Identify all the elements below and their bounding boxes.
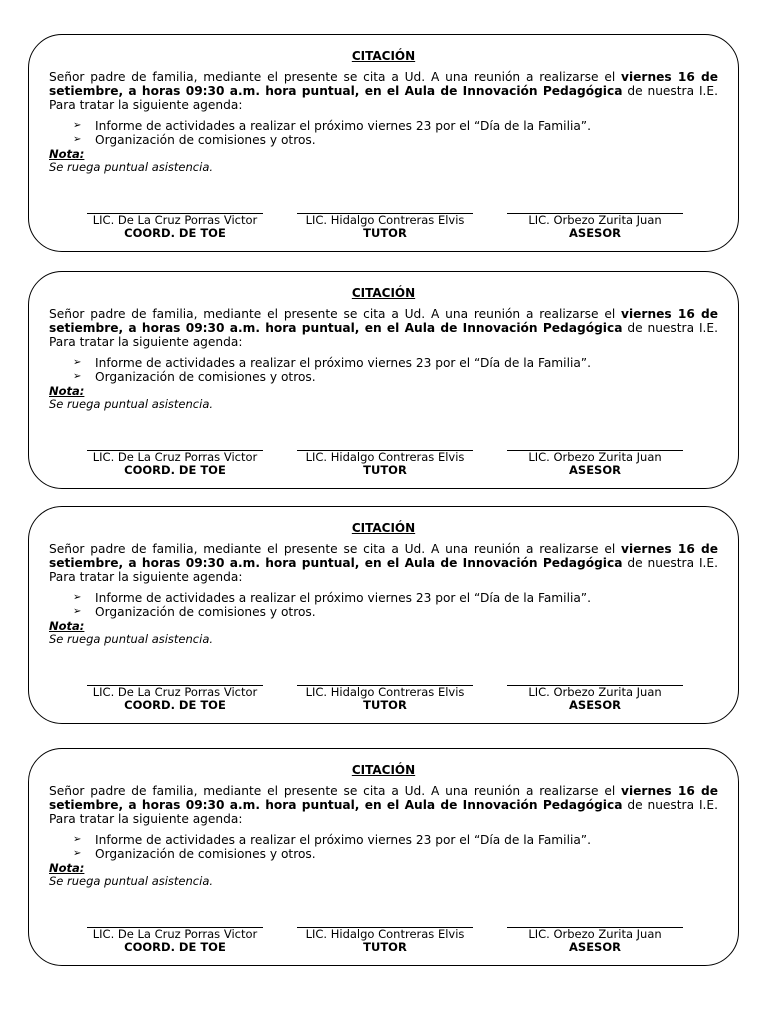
signature-name: LIC. Hidalgo Contreras Elvis — [305, 213, 465, 227]
agenda-item — [73, 605, 591, 619]
note-label: Nota: — [49, 619, 85, 633]
citation-card-2 — [28, 271, 739, 489]
signature-block — [507, 685, 683, 712]
agenda-item-text: Organización de comisiones y otros. — [95, 605, 316, 620]
citation-intro-end: de nuestra I.E. Para tratar la siguiente agenda: — [49, 556, 718, 585]
agenda-item-text: Informe de actividades a realizar el próximo viernes 23 por el “Día de la Familia”. — [95, 591, 591, 605]
signature-role: ASESOR — [569, 226, 621, 240]
note-text: Se ruega puntual asistencia. — [49, 397, 214, 411]
signature-block — [507, 450, 683, 477]
citation-body — [49, 542, 718, 585]
agenda-item-text: Organización de comisiones y otros. — [95, 370, 316, 385]
note-text: Se ruega puntual asistencia. — [49, 160, 214, 174]
arrow-bullet-icon: ➢ — [73, 357, 82, 368]
agenda-item-text: Informe de actividades a realizar el próximo viernes 23 por el “Día de la Familia”. — [95, 356, 591, 370]
signature-name: LIC. Hidalgo Contreras Elvis — [305, 927, 465, 941]
agenda-item — [73, 119, 591, 133]
signature-name: LIC. De La Cruz Porras Victor — [92, 450, 258, 464]
agenda-item — [73, 133, 591, 147]
signature-block — [87, 450, 263, 477]
arrow-bullet-icon: ➢ — [73, 371, 82, 383]
agenda-item-text: Informe de actividades a realizar el próximo viernes 23 por el “Día de la Familia”. — [95, 833, 591, 847]
signature-role: TUTOR — [363, 698, 407, 712]
signature-block — [507, 927, 683, 954]
citation-body — [49, 784, 718, 827]
note-label: Nota: — [49, 384, 85, 398]
citation-intro-bold: viernes 16 de setiembre, a horas 09:30 a.m. hora puntual, en el Aula de Innovación Pedagógica — [49, 70, 718, 99]
signature-block — [297, 685, 473, 712]
citation-title: CITACIÓN — [351, 49, 416, 63]
signature-role: COORD. DE TOE — [124, 463, 226, 477]
agenda-list — [73, 119, 591, 147]
citation-intro: Señor padre de familia, mediante el presente se cita a Ud. A una reunión a realizarse el — [49, 542, 622, 556]
citation-intro-bold: viernes 16 de setiembre, a horas 09:30 a.m. hora puntual, en el Aula de Innovación Pedagógica — [49, 307, 718, 336]
signature-role: TUTOR — [363, 940, 407, 954]
note-text: Se ruega puntual asistencia. — [49, 874, 214, 888]
signature-role: TUTOR — [363, 463, 407, 477]
agenda-list — [73, 591, 591, 619]
note-label: Nota: — [49, 147, 85, 161]
signature-block — [297, 927, 473, 954]
citation-intro-end: de nuestra I.E. Para tratar la siguiente agenda: — [49, 84, 718, 113]
citation-intro-end: de nuestra I.E. Para tratar la siguiente agenda: — [49, 798, 718, 827]
agenda-item — [73, 356, 591, 370]
agenda-list — [73, 356, 591, 384]
citation-intro: Señor padre de familia, mediante el presente se cita a Ud. A una reunión a realizarse el — [49, 784, 622, 798]
agenda-item-text: Organización de comisiones y otros. — [95, 133, 316, 148]
signature-name: LIC. Orbezo Zurita Juan — [528, 450, 662, 464]
signature-name: LIC. Orbezo Zurita Juan — [528, 213, 662, 227]
citation-card-1 — [28, 34, 739, 252]
signature-name: LIC. Orbezo Zurita Juan — [528, 685, 662, 699]
signature-block — [297, 213, 473, 240]
signature-block — [507, 213, 683, 240]
signature-block — [87, 685, 263, 712]
signature-name: LIC. Hidalgo Contreras Elvis — [305, 450, 465, 464]
agenda-list — [73, 833, 591, 861]
signature-role: COORD. DE TOE — [124, 698, 226, 712]
citation-intro: Señor padre de familia, mediante el presente se cita a Ud. A una reunión a realizarse el — [49, 70, 622, 84]
signature-name: LIC. De La Cruz Porras Victor — [92, 213, 258, 227]
signature-name: LIC. Hidalgo Contreras Elvis — [305, 685, 465, 699]
arrow-bullet-icon: ➢ — [73, 134, 82, 146]
signature-role: ASESOR — [569, 698, 621, 712]
citation-intro-bold: viernes 16 de setiembre, a horas 09:30 a.m. hora puntual, en el Aula de Innovación Pedagógica — [49, 784, 718, 813]
agenda-item — [73, 847, 591, 861]
agenda-item — [73, 370, 591, 384]
citation-card-4 — [28, 748, 739, 966]
note-text: Se ruega puntual asistencia. — [49, 632, 214, 646]
signature-name: LIC. De La Cruz Porras Victor — [92, 685, 258, 699]
arrow-bullet-icon: ➢ — [73, 834, 82, 845]
arrow-bullet-icon: ➢ — [73, 120, 82, 131]
arrow-bullet-icon: ➢ — [73, 606, 82, 618]
signature-role: ASESOR — [569, 463, 621, 477]
signature-role: COORD. DE TOE — [124, 226, 226, 240]
citation-intro: Señor padre de familia, mediante el presente se cita a Ud. A una reunión a realizarse el — [49, 307, 622, 321]
arrow-bullet-icon: ➢ — [73, 592, 82, 603]
note-label: Nota: — [49, 861, 85, 875]
citation-body — [49, 70, 718, 113]
agenda-item-text: Organización de comisiones y otros. — [95, 847, 316, 862]
citation-title: CITACIÓN — [351, 286, 416, 300]
signature-block — [297, 450, 473, 477]
citation-card-3 — [28, 506, 739, 724]
citation-intro-bold: viernes 16 de setiembre, a horas 09:30 a.m. hora puntual, en el Aula de Innovación Pedagógica — [49, 542, 718, 571]
signature-name: LIC. De La Cruz Porras Victor — [92, 927, 258, 941]
agenda-item — [73, 833, 591, 847]
agenda-item-text: Informe de actividades a realizar el próximo viernes 23 por el “Día de la Familia”. — [95, 119, 591, 133]
citation-intro-end: de nuestra I.E. Para tratar la siguiente agenda: — [49, 321, 718, 350]
citation-title: CITACIÓN — [351, 763, 416, 777]
arrow-bullet-icon: ➢ — [73, 848, 82, 860]
agenda-item — [73, 591, 591, 605]
citation-body — [49, 307, 718, 350]
citation-title: CITACIÓN — [351, 521, 416, 535]
signature-role: ASESOR — [569, 940, 621, 954]
signature-role: COORD. DE TOE — [124, 940, 226, 954]
signature-block — [87, 927, 263, 954]
signature-block — [87, 213, 263, 240]
signature-role: TUTOR — [363, 226, 407, 240]
signature-name: LIC. Orbezo Zurita Juan — [528, 927, 662, 941]
